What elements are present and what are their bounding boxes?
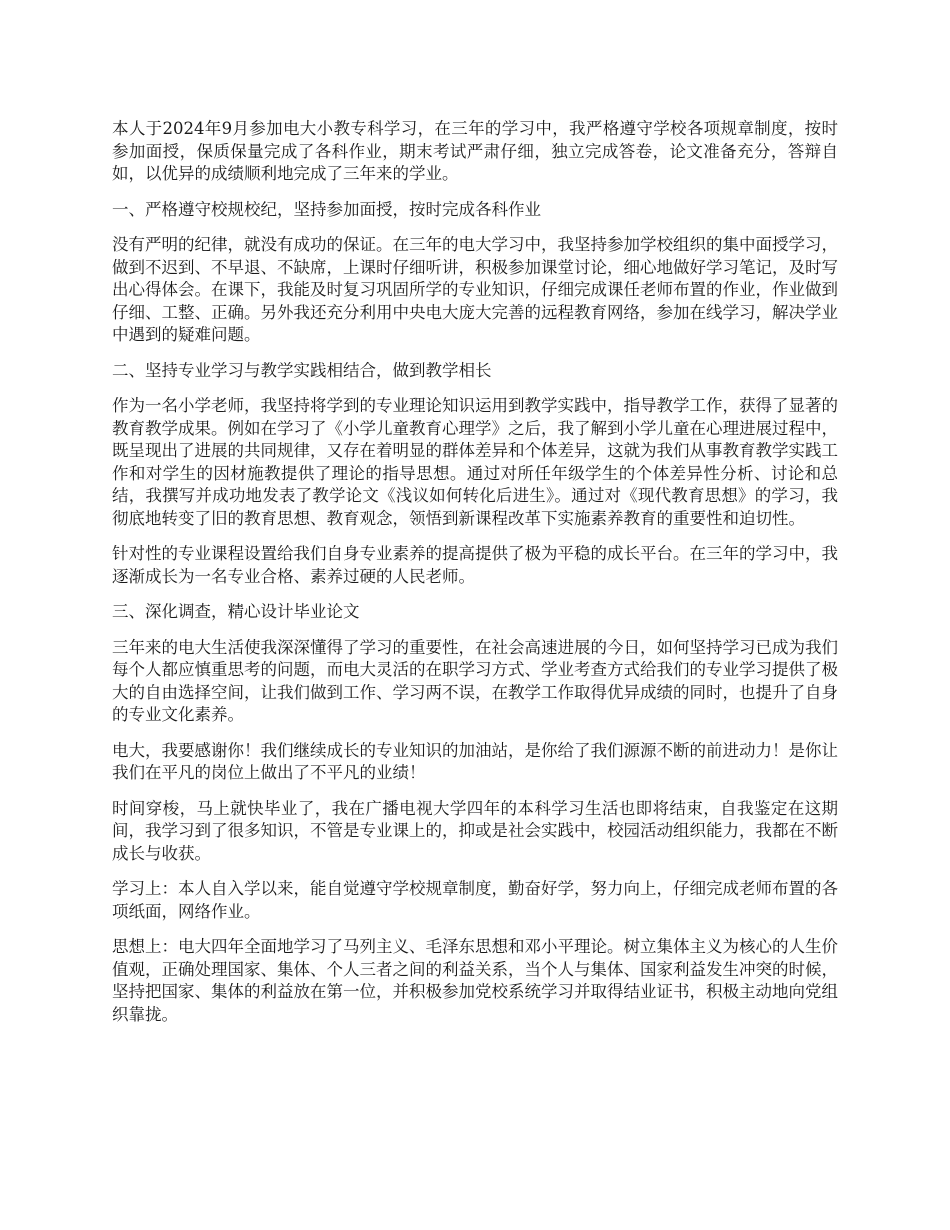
- section-heading-2: 二、坚持专业学习与教学实践相结合，做到教学相长: [112, 360, 492, 380]
- section-heading-1: 一、严格遵守校规校纪，坚持参加面授，按时完成各科作业: [112, 199, 541, 219]
- body-paragraph: 思想上：电大四年全面地学习了马列主义、毛泽东思想和邓小平理论。树立集体主义为核心的人生价值观，正确处理国家、集体、个人三者之间的利益关系，当个人与集体、国家利益发生冲突的时候，坚持把国家、集体的利益放在第一位，并积极参加党校系统学习并取得结业证书，积极主动地向党组织靠拢。: [112, 937, 838, 1024]
- body-paragraph: 学习上：本人自入学以来，能自觉遵守学校规章制度，勤奋好学，努力向上，仔细完成老师布置的各项纸面，网络作业。: [112, 879, 838, 921]
- body-paragraph: 电大，我要感谢你！我们继续成长的专业知识的加油站，是你给了我们源源不断的前进动力！是你让我们在平凡的岗位上做出了不平凡的业绩！: [112, 740, 838, 782]
- document-body: [112, 118, 838, 1039]
- body-paragraph: 时间穿梭，马上就快毕业了，我在广播电视大学四年的本科学习生活也即将结束，自我鉴定在这期间，我学习到了很多知识，不管是专业课上的，抑或是社会实践中，校园活动组织能力，我都在不断成长与收获。: [112, 798, 838, 863]
- body-paragraph: 作为一名小学老师，我坚持将学到的专业理论知识运用到教学实践中，指导教学工作，获得了显著的教育教学成果。例如在学习了《小学儿童教育心理学》之后，我了解到小学儿童在心理进展过程中，既呈现出了进展的共同规律，又存在着明显的群体差异和个体差异，这就为我们从事教育教学实践工作和对学生的因材施教提供了理论的指导思想。通过对所任年级学生的个体差异性分析、讨论和总结，我撰写并成功地发表了教学论文《浅议如何转化后进生》。通过对《现代教育思想》的学习，我彻底地转变了旧的教育思想、教育观念，领悟到新课程改革下实施素养教育的重要性和迫切性。: [112, 396, 838, 528]
- body-paragraph: 没有严明的纪律，就没有成功的保证。在三年的电大学习中，我坚持参加学校组织的集中面授学习，做到不迟到、不早退、不缺席，上课时仔细听讲，积极参加课堂讨论，细心地做好学习笔记，及时写出心得体会。在课下，我能及时复习巩固所学的专业知识，仔细完成课任老师布置的作业，作业做到仔细、工整、正确。另外我还充分利用中央电大庞大完善的远程教育网络，参加在线学习，解决学业中遇到的疑难问题。: [112, 235, 838, 344]
- section-heading-3: 三、深化调查，精心设计毕业论文: [112, 602, 360, 621]
- body-paragraph: 三年来的电大生活使我深深懂得了学习的重要性，在社会高速进展的今日，如何坚持学习已成为我们每个人都应慎重思考的问题，而电大灵活的在职学习方式、学业考查方式给我们的专业学习提供了极大的自由选择空间，让我们做到工作、学习两不误，在教学工作取得优异成绩的同时，也提升了自身的专业文化素养。: [112, 637, 838, 724]
- intro-paragraph: 本人于2024年9月参加电大小教专科学习，在三年的学习中，我严格遵守学校各项规章制度，按时参加面授，保质保量完成了各科作业，期末考试严肃仔细，独立完成答卷，论文准备充分，答辩自如，以优异的成绩顺利地完成了三年来的学业。: [112, 119, 838, 183]
- body-paragraph: 针对性的专业课程设置给我们自身专业素养的提高提供了极为平稳的成长平台。在三年的学习中，我逐渐成长为一名专业合格、素养过硬的人民老师。: [112, 544, 838, 586]
